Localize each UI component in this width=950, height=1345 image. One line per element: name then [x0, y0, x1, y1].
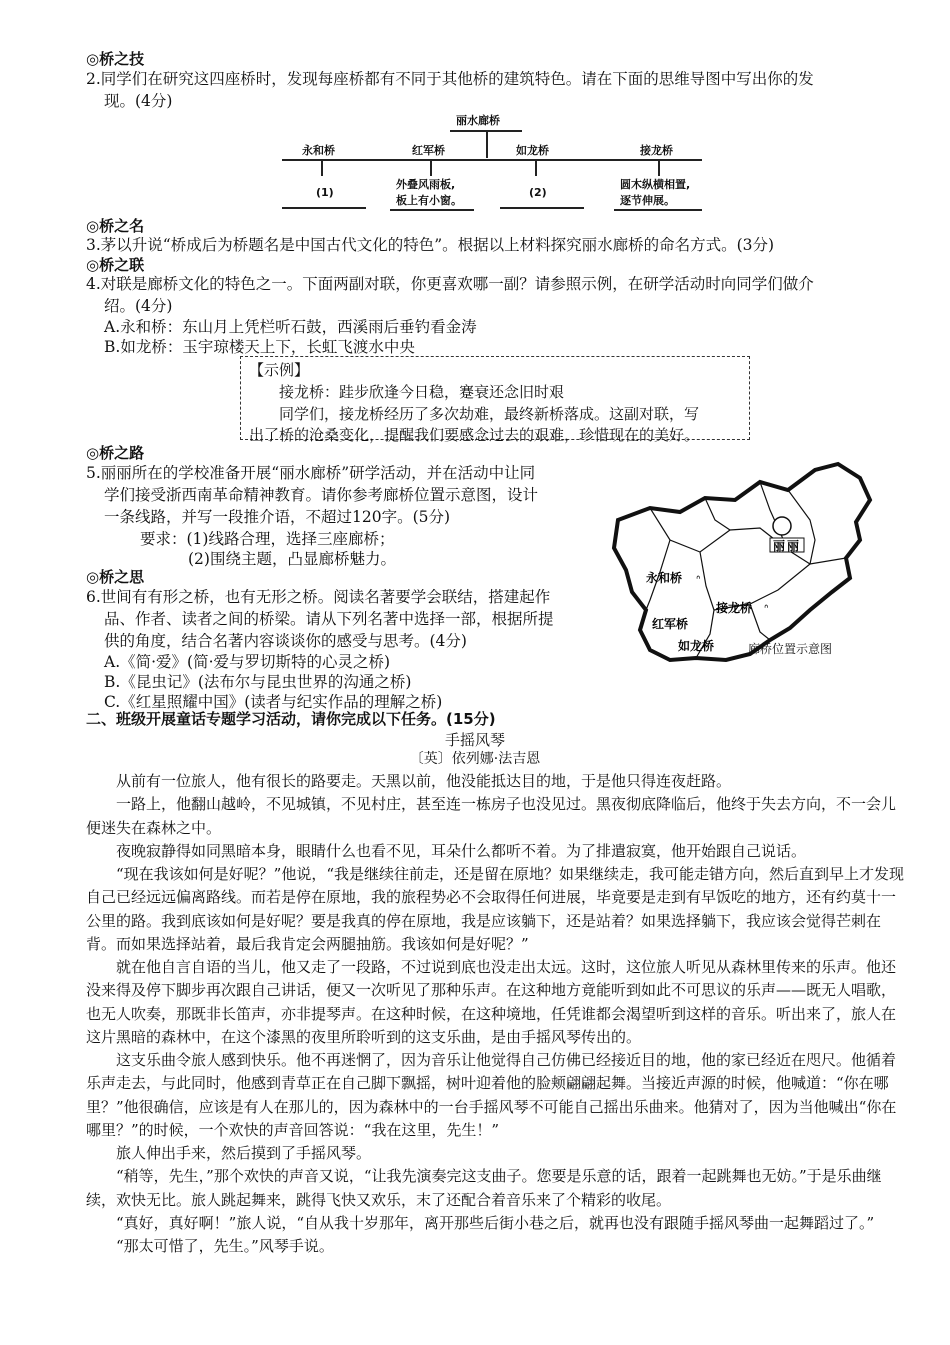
- story-paragraph: 从前有一位旅人，他有很长的路要走。天黑以前，他没能抵达目的地，于是他只得连夜赶路。: [116, 772, 732, 790]
- example-title: 【示例】: [249, 361, 310, 379]
- question-5-line3: 一条线路，并写一段推介语，不超过120字。(5分): [104, 508, 451, 526]
- question-4-option-a: A.永和桥：东山月上凭栏听石鼓，西溪雨后垂钓看金涛: [104, 318, 477, 336]
- story-paragraph: 旅人伸出手来，然后摸到了手摇风琴。: [116, 1144, 372, 1162]
- section-heading-road: ◎桥之路: [86, 444, 145, 462]
- mindmap-bridge-rulong: 如龙桥: [516, 144, 549, 157]
- mindmap-underline-4: [614, 209, 702, 211]
- question-5-line1: 5.丽丽所在的学校准备开展“丽水廊桥”研学活动，并在活动中让同: [86, 464, 536, 482]
- example-line-2: 同学们，接龙桥经历了多次劫难，最终新桥落成。这副对联，写: [279, 404, 700, 423]
- question-6-option-b: B.《昆虫记》(法布尔与昆虫世界的沟通之桥): [104, 673, 412, 691]
- mindmap-underline-1: [282, 207, 366, 209]
- question-5-line2: 学们接受浙西南革命精神教育。请你参考廊桥位置示意图，设计: [104, 486, 539, 504]
- question-6-line3: 供的角度，结合名著内容谈谈你的感受与思考。(4分): [104, 632, 467, 650]
- mindmap-stem-4: [658, 160, 660, 176]
- question-5-requirement-1: 要求：(1)线路合理，选择三座廊桥；: [140, 530, 395, 548]
- example-box: [240, 356, 750, 445]
- mindmap-root-stem: [486, 130, 488, 158]
- mindmap-stem-2: [430, 160, 432, 176]
- mindmap-blank-1: (1): [316, 186, 334, 199]
- question-3: 3.茅以升说“桥成后为桥题名是中国古代文化的特色”。根据以上材料探究丽水廊桥的命名方式。(3分): [86, 236, 775, 254]
- mindmap-root: 丽水廊桥: [456, 114, 500, 127]
- bridge-icon-jielong: ᐢ: [764, 602, 769, 615]
- story-paragraph: “那太可惜了，先生。”风琴手说。: [116, 1237, 334, 1255]
- mindmap-underline-2: [390, 209, 474, 211]
- story-paragraph: 就在他自言自语的当儿，他又走了一段路，不过说到底也没走出太远。这时，这位旅人听见从森林里传来的乐声。他还没来得及停下脚步再次跟自己讲话，便又一次听见了那种乐声。在这种地方竟能听到如此不可思议的乐声——既无人唱歌，也无人吹奏，那既非长笛声，亦非提琴声。在这种时候，在这种境地，任凭谁都会渴望听到这样的音乐。听出来了，旅人在这片黑暗的森林中，在这个漆黑的夜里所聆听到的这支乐曲，是由手摇风琴传出的。: [86, 958, 897, 1046]
- question-4-line2: 绍。(4分): [104, 297, 173, 315]
- story-body: [86, 770, 908, 1258]
- question-6-line2: 品、作者、读者之间的桥梁。请从下列名著中选择一部，根据所提: [104, 610, 554, 628]
- mindmap-bridge-yonghe: 永和桥: [302, 144, 335, 157]
- question-6-line1: 6.世间有有形之桥，也有无形之桥。阅读名著要学会联结，搭建起作: [86, 588, 551, 606]
- story-paragraph: “稍等，先生，”那个欢快的声音又说，“让我先演奏完这支曲子。您要是乐意的话，跟着一起跳舞也无妨。”于是乐曲继续，欢快无比。旅人跳起舞来，跳得飞快又欢乐，末了还配合着音乐来了个精彩的收尾。: [86, 1167, 882, 1209]
- mindmap-stem-1: [321, 160, 323, 176]
- story-author: 〔英〕依列娜·法吉恩: [409, 751, 541, 767]
- mindmap-jielong-note-1: 圆木纵横相置,: [620, 178, 691, 191]
- map-label-hongjun: 红军桥: [652, 617, 689, 631]
- city-label-2: 丽: [787, 539, 800, 553]
- map-inner-border-1: [650, 508, 846, 564]
- map-label-yonghe: 永和桥: [646, 571, 683, 585]
- city-marker-icon: [773, 517, 791, 535]
- question-2-line1: 2.同学们在研究这四座桥时，发现每座桥都有不同于其他桥的建筑特色。请在下面的思维导图中写出你的发: [86, 70, 814, 88]
- question-5-requirement-2: (2)围绕主题，凸显廊桥魅力。: [188, 550, 396, 568]
- question-6-option-c: C.《红星照耀中国》(读者与纪实作品的理解之桥): [104, 693, 443, 711]
- question-4-line1: 4.对联是廊桥文化的特色之一。下面两副对联，你更喜欢哪一副？请参照示例，在研学活动时向同学们做介: [86, 275, 814, 293]
- mindmap-main-line: [282, 159, 702, 161]
- map-caption: 廊桥位置示意图: [748, 642, 833, 656]
- example-line-3: 出了桥的沧桑变化，提醒我们要感念过去的艰难，珍惜现在的美好。: [249, 426, 700, 445]
- story-paragraph: 这支乐曲令旅人感到快乐。他不再迷惘了，因为音乐让他觉得自己仿佛已经接近目的地，他的家已经近在咫尺。他循着乐声走去，与此同时，他感到青草正在自己脚下飘摇，树叶迎着他的脸颊翩翩起舞。当接近声源的时候，他喊道：“你在哪里？”他很确信，应该是有人在那儿的，因为森林中的一台手摇风琴不可能自己摇出乐曲来。他猜对了，因为当他喊出“你在哪里？”的时候，一个欢快的声音回答说：“我在这里，先生！”: [86, 1051, 897, 1139]
- section-heading-couplet: ◎桥之联: [86, 256, 145, 274]
- example-line-1: 接龙桥：跬步欣逢今日稳，蹇衰还念旧时艰: [279, 382, 565, 401]
- story-title: 手摇风琴: [444, 731, 505, 749]
- city-label-1: 丽: [773, 539, 786, 553]
- mindmap-bridge-jielong: 接龙桥: [640, 144, 673, 157]
- story-paragraph: 一路上，他翻山越岭，不见城镇，不见村庄，甚至连一栋房子也没见过。黑夜彻底降临后，他终于失去方向，不一会儿便迷失在森林之中。: [86, 795, 897, 837]
- mindmap-hongjun-note-1: 外叠风雨板,: [396, 178, 456, 191]
- bridge-location-map: [610, 460, 880, 670]
- mindmap-hongjun-note-2: 板上有小窗。: [396, 194, 462, 207]
- bridge-icon-yonghe: ᐢ: [696, 573, 701, 586]
- mindmap-bridge-hongjun: 红军桥: [412, 144, 445, 157]
- question-6-option-a: A.《简·爱》(简·爱与罗切斯特的心灵之桥): [104, 653, 391, 671]
- question-2-line2: 现。(4分): [104, 92, 173, 110]
- question-4-option-b: B.如龙桥：玉宇琼楼天上下，长虹飞渡水中央: [104, 338, 415, 356]
- map-label-jielong: 接龙桥: [716, 601, 753, 615]
- story-paragraph: 夜晚寂静得如同黑暗本身，眼睛什么也看不见，耳朵什么都听不着。为了排遣寂寞，他开始跟自己说话。: [116, 841, 807, 860]
- mindmap-blank-2: (2): [529, 186, 547, 199]
- section-heading-think: ◎桥之思: [86, 568, 145, 586]
- story-paragraph: “现在我该如何是好呢？”他说，“我是继续往前走，还是留在原地？如果继续走，我可能走错方向，然后直到早上才发现自己已经远远偏离路线。而若是停在原地，我的旅程势必不会取得任何进展，毕竟要是走到有早饭吃的地方，还有约莫十一公里的路。我到底该如何是好呢？要是我真的停在原地，我是应该躺下，还是站着？如果选择躺下，我应该会觉得芒刺在背。而如果选择站着，最后我肯定会两腿抽筋。我该如何是好呢？”: [86, 865, 905, 953]
- mindmap-stem-3: [535, 160, 537, 176]
- section-heading-skill: ◎桥之技: [86, 50, 145, 68]
- map-inner-border-2: [705, 498, 730, 530]
- map-label-rulong: 如龙桥: [678, 639, 715, 653]
- mindmap-underline-3: [500, 207, 584, 209]
- section-heading-name: ◎桥之名: [86, 217, 145, 235]
- story-paragraph: “真好，真好啊！”旅人说，“自从我十岁那年，离开那些后街小巷之后，就再也没有跟随手摇风琴曲一起舞蹈过了。”: [116, 1213, 875, 1232]
- part-2-heading: 二、班级开展童话专题学习活动，请你完成以下任务。(15分): [86, 710, 496, 728]
- mindmap-jielong-note-2: 逐节伸展。: [620, 194, 675, 207]
